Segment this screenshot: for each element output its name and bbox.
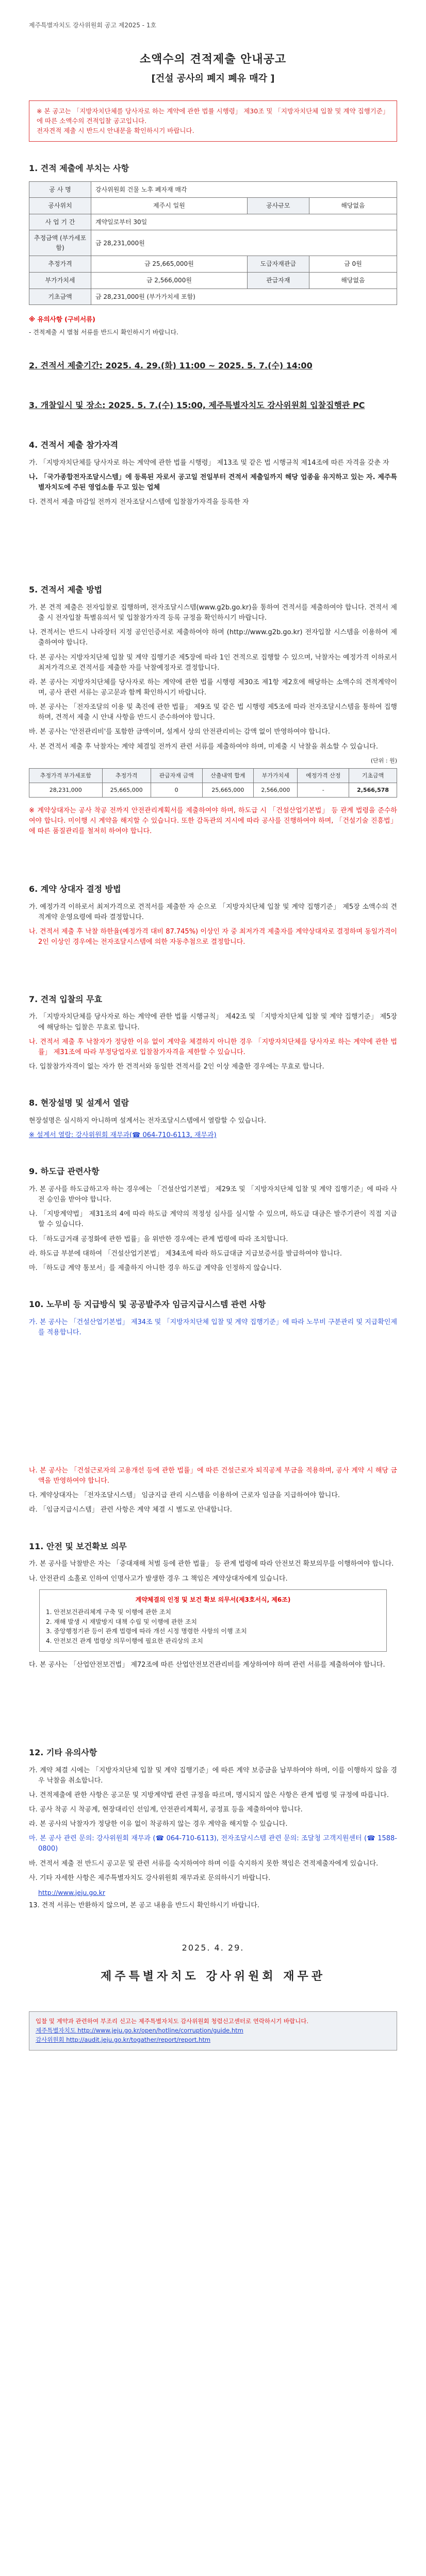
spacer [29,339,397,360]
table-value: 금 28,231,000원 (부가가치세 포함) [91,289,397,305]
section-7-title: 7. 견적 입찰의 무효 [29,994,103,1004]
table-value: 금 2,566,000원 [91,273,248,289]
section-9-item: 라. 하도급 부분에 대하여 「건설산업기본법」 제34조에 따라 하도급대금 지급보증서를 발급하여야 합니다. [29,1249,342,1258]
page-subtitle: [건설 공사의 폐지 폐유 매각 ] [151,73,275,84]
section-12-item: 다. 공사 착공 시 착공계, 현장대리인 선임계, 안전관리계획서, 공정표 등을 제출하여야 합니다. [29,1805,303,1814]
table-header: 산출내역 합계 [202,768,254,783]
section-12-title: 12. 기타 유의사항 [29,1747,97,1757]
section-12-item: 가. 계약 체결 시에는 「지방자치단체 입찰 및 계약 집행기준」에 따른 계약 보증금을 납부하여야 하며, 이를 이행하지 않을 경우 낙찰을 취소합니다. [29,1766,397,1785]
section-5-item: 나. 견적서는 반드시 나라장터 지정 공인인증서로 제출하여야 하며 (http://www.g2b.go.kr) 전자입찰 시스템을 이용하여 제출하여야 합니다. [29,629,397,647]
section-8-item: 현장설명은 실시하지 아니하며 설계서는 전자조달시스템에서 열람할 수 있습니다. [29,1116,267,1125]
spacer [29,379,397,399]
section-5-item: 다. 본 공사는 지방자치단체 입찰 및 계약 집행기준 제5장에 따라 1인 견적으로 집행할 수 있으며, 낙찰자는 예정가격 이하로서 최저가격으로 견적서를 제출한 자를 낙찰예정자로 결정합니다. [29,653,397,672]
section-6-item-text: 나. 견적서 제출 후 낙찰 하한율(예정가격 대비 87.745%) 이상인 자 중 최저가격 제출자를 계약상대자로 결정하며 동일가격이 2인 이상인 경우에는 전자조달시스템에 의한 자동추첨으로 결정합니다. [29,928,397,946]
table-header: 추정가격 [102,768,151,783]
section-7-item-text: 나. 견적서 제출 후 낙찰자가 정당한 이유 없이 계약을 체결하지 아니한 경우 「지방자치단체를 당사자로 하는 계약에 관한 법률」 제31조에 따라 부정당업자로 입찰참가자격을 제한할 수 있습니다. [29,1038,397,1056]
table-header: 추정가격 부가세포함 [29,768,103,783]
table-cell: 2,566,000 [254,783,298,797]
spacer [29,952,397,993]
section-11-item: 가. 본 공사를 낙찰받은 자는 「중대재해 처벌 등에 관한 법률」 등 관계 법령에 따라 안전보건 확보의무를 이행하여야 합니다. [29,1560,394,1568]
table-header: 예정가격 산정 [298,768,349,783]
footer-line-2 [36,2026,390,2036]
section-3-title [29,399,397,412]
opening-datetime: 3. 개찰일시 및 장소: 2025. 5. 7.(수) 15:00, 제주특별자치도 강사위원회 입찰집행관 PC [29,400,365,411]
section-12-item: 라. 본 공사의 낙찰자가 정당한 이유 없이 착공하지 않는 경우 계약을 해지할 수 있습니다. [29,1820,288,1828]
section-6-title: 6. 계약 상대자 결정 방법 [29,884,121,894]
table-value: 해당없음 [309,198,397,214]
section-5-title: 5. 견적서 제출 방법 [29,585,103,595]
table-label: 관급자재 [247,273,309,289]
section-10-item [29,1317,397,1338]
section-10-title: 10. 노무비 등 지급방식 및 공공발주자 임금지급시스템 관련 사항 [29,1299,266,1309]
budget-table [29,768,397,798]
footer-line-1 [36,2017,390,2026]
table-row [29,273,397,289]
section-6-item [29,927,397,947]
table-row [29,783,397,797]
jeju-hotline-link[interactable]: 제주특별자치도 http://www.jeju.go.kr/open/hotline/corruption/guide.htm [36,2027,243,2035]
section-6-item: 가. 예정가격 이하로서 최저가격으로 견적서를 제출한 자 순으로 「지방자치단체 입찰 및 계약 집행기준」 제5장 소액수의 견적계약 운영요령에 따라 결정합니다. [29,903,397,922]
section-8-item [29,1130,397,1141]
report-center-box [29,2011,397,2050]
table-value: 해당없음 [309,273,397,289]
spacer [29,1076,397,1097]
notice-box [29,100,397,142]
box-line: 1. 안전보건관리체계 구축 및 이행에 관한 조치 [46,1608,171,1616]
section-9-item: 마. 「하도급 계약 통보서」를 제출하지 아니한 경우 하도급 계약을 인정하지 않습니다. [29,1264,282,1272]
section-5-item: 라. 본 공사는 지방자치단체를 당사자로 하는 계약에 관한 법률 시행령 제30조 제1항 제2호에 해당하는 소액수의 견적계약이며, 공사 관련 서류는 공고문과 함께 확인하시기 바랍니다. [29,678,397,697]
table-row [29,768,397,783]
safety-obligation-box [39,1589,387,1652]
table-cell: 0 [151,783,202,797]
page-title: 소액수의 견적제출 안내공고 [139,53,287,66]
section-2-title [29,360,397,372]
section-10-item: 다. 계약상대자는 「전자조달시스템」 임금지급 관리 시스템을 이용하여 근로자 임금을 지급하여야 합니다. [29,1492,340,1500]
section-7-item [29,1037,397,1058]
section-4-item: 다. 견적서 제출 마감일 전까지 전자조달시스템에 입찰참가자격을 등록한 자 [29,498,249,506]
table-row [29,181,397,198]
project-info-table [29,181,397,306]
footer-line-3 [36,2036,390,2045]
section-11-item: 다. 본 공사는 「산업안전보건법」 제72조에 따른 산업안전보건관리비를 계상하여야 하며 관련 서류를 제출하여야 합니다. [29,1660,385,1669]
table-cell: 2,566,578 [349,783,397,797]
table-label: 공사규모 [247,198,309,214]
announcement-date: 2025. 4. 29. [182,1943,244,1953]
table-label: 도급자재관급 [247,256,309,273]
section-12-item: 나. 견적제출에 관한 사항은 공고문 및 지방계약법 관련 규정을 따르며, 명시되지 않은 사항은 관계 법령 및 규정에 따릅니다. [29,1791,389,1799]
section-8-title: 8. 현장설명 및 설계서 열람 [29,1098,129,1108]
table-row [29,230,397,256]
spacer [29,1278,397,1298]
table-label: 추정금액 (부가세포함) [29,230,91,256]
remark-title: ※ 유의사항 (구비서류) [29,315,95,324]
section-7-item: 다. 입찰참가자격이 없는 자가 한 견적서와 동일한 견적서를 2인 이상 제출한 경우에는 무효로 합니다. [29,1062,324,1071]
spacer [29,1520,397,1540]
section-9-item: 나. 「지방계약법」 제31조의 4에 따라 하도급 계약의 적정성 심사를 실시할 수 있으며, 하도급 대금은 발주기관이 직접 지급할 수 있습니다. [29,1210,397,1229]
design-inquiry-link[interactable]: ※ 설계서 열람: 강사위원회 재무과(☎ 064-710-6113, 재무과) [29,1131,217,1140]
section-11-item: 나. 안전관리 소홀로 인하여 인명사고가 발생한 경우 그 책임은 계약상대자에게 있습니다. [29,1574,288,1583]
section-10-item [29,1466,397,1486]
section-9-title: 9. 하도급 관련사항 [29,1166,100,1177]
submission-period: 2. 견적서 제출기간: 2025. 4. 29.(화) 11:00 ~ 2025. 5. 7.(수) 14:00 [29,361,313,371]
spacer [29,1674,397,1747]
issuing-organization: 제주특별자치도 강사위원회 재무관 [100,1970,326,1984]
section-4-item [29,472,397,493]
table-cell: 25,665,000 [202,783,254,797]
section-7-item: 가. 「지방자치단체를 당사자로 하는 계약에 관한 법률 시행규칙」 제42조 및 「지방자치단체 입찰 및 계약 집행기준」 제5장에 해당하는 입찰은 무효로 합니다. [29,1013,397,1031]
table-row [29,256,397,273]
table-cell: 25,665,000 [102,783,151,797]
section-12-item [29,1834,397,1854]
section-10-item-text: 나. 본 공사는 「건설근로자의 고용개선 등에 관한 법률」에 따른 건설근로자 퇴직공제 부금을 적용하며, 공사 계약 시 해당 금액을 반영하여야 합니다. [29,1467,397,1485]
table-value: 금 0원 [309,256,397,273]
table-row [29,198,397,214]
box-title: 계약체결의 인정 및 보건 확보 의무서(제3호서식, 제6조) [135,1596,291,1603]
box-line: 4. 안전보건 관계 법령상 의무이행에 필요한 관리상의 조치 [46,1637,203,1645]
section-9-item: 다. 「하도급거래 공정화에 관한 법률」을 위반한 경우에는 관계 법령에 따라 조치합니다. [29,1235,288,1243]
section-12-final-note: 13. 견적 서류는 반환하지 않으며, 본 공고 내용을 반드시 확인하시기 바랍니다. [29,1902,260,1910]
table-header: 기초금액 [349,768,397,783]
section-9-item: 가. 본 공사를 하도급하고자 하는 경우에는 「건설산업기본법」 제29조 및 「지방자치단체 입찰 및 계약 집행기준」에 따라 사전 승인을 받아야 합니다. [29,1185,397,1204]
section-12-link-line [38,1888,397,1897]
section-4-title: 4. 견적서 제출 참가자격 [29,439,119,450]
section-5-red-note: ※ 계약상대자는 공사 착공 전까지 안전관리계획서를 제출하여야 하며, 하도급 시 「건설산업기본법」 등 관계 법령을 준수하여야 합니다. 미이행 시 계약을 해지할 수 있습니다. 또한 감독관의 지시에 따라 공사를 진행하여야 하며, 「건설기술 진흥법」에 따른 품질관리를 철저히 하여야 합니다. [29,806,397,836]
table-header: 관급자재 금액 [151,768,202,783]
spacer [29,512,397,584]
table-header: 부가가치세 [254,768,298,783]
table-label: 공사위치 [29,198,91,214]
box-line: 3. 중앙행정기관 등이 관계 법령에 따라 개선 시정 명령한 사항의 이행 조치 [46,1628,247,1635]
spacer [29,1145,397,1165]
section-11-title: 11. 안전 및 보건확보 의무 [29,1541,127,1551]
spacer [29,842,397,883]
table-row [29,289,397,305]
table-row [29,214,397,230]
table-cell: - [298,783,349,797]
table-label: 사 업 기 간 [29,214,91,230]
section-4-item-text: 나. 「국가종합전자조달시스템」에 등록된 자로서 공고일 전일부터 견적서 제출일까지 해당 업종을 유지하고 있는 자. 제주특별자치도에 주된 영업소를 두고 있는 업체 [29,473,397,492]
section-1-title: 1. 견적 제출에 부치는 사항 [29,163,129,173]
table-value: 계약일로부터 30일 [91,214,397,230]
section-12-item: 사. 기타 자세한 사항은 제주특별자치도 강사위원회 재무과로 문의하시기 바랍니다. [29,1874,271,1882]
table-value: 강사위원회 건물 노후 폐자재 매각 [91,181,397,198]
notice-line-1: ※ 본 공고는 「지방자치단체를 당사자로 하는 계약에 관한 법률 시행령」 제30조 및 「지방자치단체 입찰 및 계약 집행기준」에 따른 소액수의 견적입찰 공고입니다. [37,107,389,125]
section-5-item: 마. 본 공사는 「전자조달의 이용 및 촉진에 관한 법률」 제9조 및 같은 법 시행령 제5조에 따라 전자조달시스템을 통하여 집행하며, 견적서 제출 시 안내 사항을 반드시 준수하여야 합니다. [29,703,397,722]
table-label: 공 사 명 [29,181,91,198]
spacer [29,418,397,439]
table-label: 부가가치세 [29,273,91,289]
doc-number: 제주특별자치도 강사위원회 공고 제2025 - 1호 [29,22,157,29]
table-value: 제주시 일원 [91,198,248,214]
table-label: 추정가격 [29,256,91,273]
section-4-item: 가. 「지방자치단체를 당사자로 하는 계약에 관한 법률 시행령」 제13조 및 같은 법 시행규칙 제14조에 따른 자격을 갖춘 자 [29,459,389,467]
jeju-website-link[interactable]: http://www.jeju.go.kr [38,1888,106,1896]
section-5-item: 사. 본 견적서 제출 후 낙찰자는 계약 체결일 전까지 관련 서류를 제출하여야 하며, 미제출 시 낙찰을 취소할 수 있습니다. [29,742,379,751]
section-5-item: 가. 본 견적 제출은 전자입찰로 집행하며, 전자조달시스템(www.g2b.go.kr)을 통하여 견적서를 제출하여야 합니다. 견적서 제출 시 전자입찰 특별유의서 및 입찰참가자격 등록 규정을 확인하시기 바랍니다. [29,603,397,622]
notice-line-2: 전자견적 제출 시 반드시 안내문을 확인하시기 바랍니다. [37,127,194,135]
remark-text: - 견적제출 시 별첨 서류를 반드시 확인하시기 바랍니다. [29,328,178,336]
section-10-item-text: 가. 본 공사는 「건설산업기본법」 제34조 및 「지방자치단체 입찰 및 계약 집행기준」에 따라 노무비 구분관리 및 지급확인제를 적용합니다. [29,1318,397,1336]
box-line: 2. 재해 발생 시 재발방지 대책 수립 및 이행에 관한 조치 [46,1618,198,1625]
table-label: 기초금액 [29,289,91,305]
section-10-item: 라. 「임금지급시스템」 관련 사항은 계약 체결 시 별도로 안내합니다. [29,1506,232,1514]
table-value: 금 25,665,000원 [91,256,248,273]
spacer [29,1342,397,1466]
budget-unit-note: (단위 : 원) [370,757,397,764]
table-value: 금 28,231,000원 [91,230,397,256]
section-12-item-text: 마. 본 공사 관련 문의: 강사위원회 재무과 (☎ 064-710-6113), 전자조달시스템 관련 문의: 조달청 고객지원센터 (☎ 1588-0800) [29,1835,397,1853]
table-cell: 28,231,000 [29,783,103,797]
footer-line-1-text: 입찰 및 계약과 관련하여 부조리 신고는 제주특별자치도 감사위원회 청렴신고센터로 연락하시기 바랍니다. [36,2018,309,2025]
section-12-item: 바. 견적서 제출 전 반드시 공고문 및 관련 서류를 숙지하여야 하며 이를 숙지하지 못한 책임은 견적제출자에게 있습니다. [29,1859,379,1868]
section-5-item: 바. 본 공사는 '안전관리비'를 포함한 금액이며, 설계서 상의 안전관리비는 감액 없이 반영하여야 합니다. [29,728,331,736]
audit-report-link[interactable]: 감사위원회 http://audit.jeju.go.kr/togather/report/report.htm [36,2036,211,2043]
